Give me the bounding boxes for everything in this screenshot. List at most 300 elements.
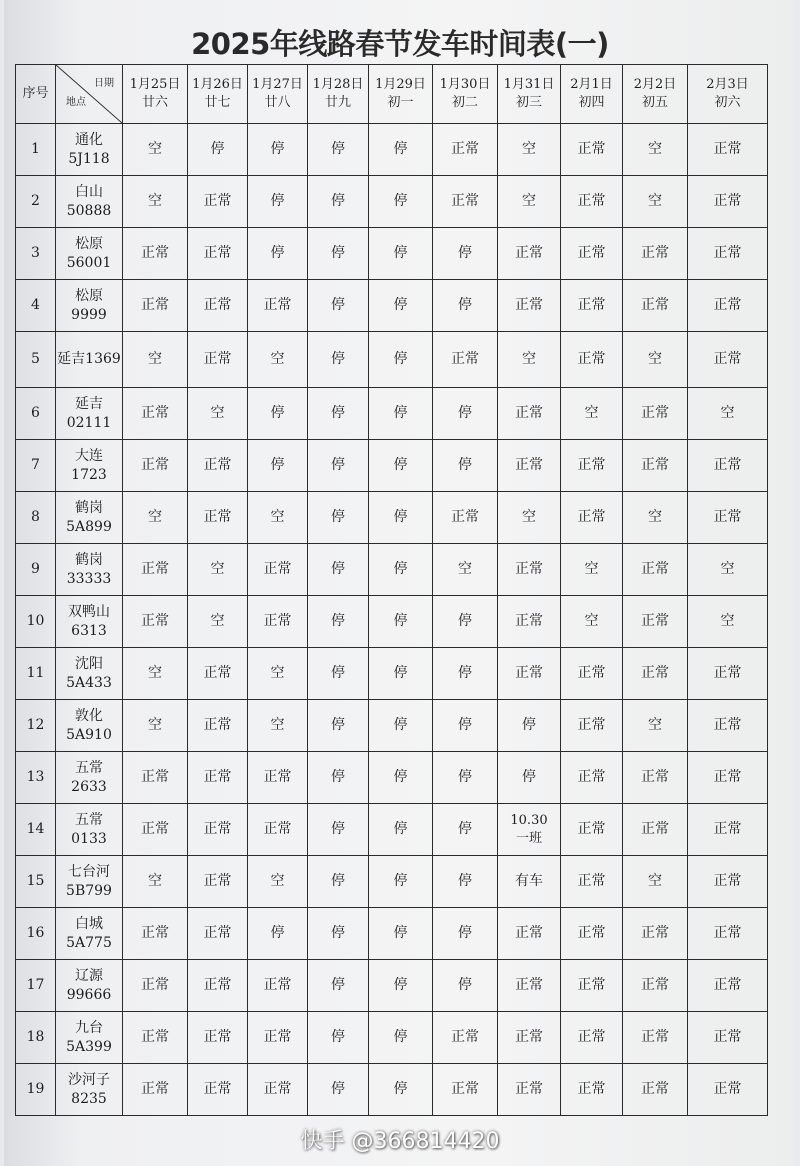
status-text: 停 <box>393 977 408 994</box>
route-code: 6313 <box>71 622 107 639</box>
status-text: 正常 <box>203 873 232 890</box>
status-cell <box>369 804 433 856</box>
status-cell <box>623 804 688 856</box>
row-index: 19 <box>16 1064 56 1116</box>
status-cell <box>308 332 369 388</box>
status-cell <box>688 960 768 1012</box>
route-code: 5A910 <box>66 726 112 743</box>
status-text: 空 <box>648 193 662 210</box>
status-text: 停 <box>331 561 345 578</box>
status-text: 空 <box>648 141 662 158</box>
lunar-date-text: 廿七 <box>204 95 231 110</box>
status-text: 停 <box>331 925 345 942</box>
status-cell <box>623 388 688 440</box>
status-text: 停 <box>458 769 472 786</box>
status-text: 正常 <box>203 717 232 734</box>
status-text: 空 <box>270 873 285 890</box>
status-text: 正常 <box>577 665 606 682</box>
status-cell <box>123 388 188 440</box>
status-cell <box>433 124 498 176</box>
date-text: 1月30日 <box>439 77 491 93</box>
status-cell <box>188 1012 248 1064</box>
date-header <box>308 65 369 124</box>
status-text: 停 <box>331 141 345 158</box>
status-cell <box>623 700 688 752</box>
route-cell <box>56 280 123 332</box>
date-text: 2月2日 <box>633 77 677 93</box>
status-text: 停 <box>458 297 472 314</box>
status-text: 正常 <box>451 509 479 526</box>
status-text: 停 <box>393 665 408 682</box>
status-text: 停 <box>458 977 472 994</box>
status-cell <box>498 280 561 332</box>
route-place: 鹤岗 <box>75 551 103 568</box>
route-code: 99666 <box>66 986 112 1003</box>
status-cell <box>561 856 623 908</box>
row-index: 4 <box>16 280 56 332</box>
status-cell <box>188 544 248 596</box>
status-text: 正常 <box>577 821 606 838</box>
status-cell <box>188 856 248 908</box>
table-row <box>16 228 768 280</box>
status-cell <box>248 176 308 228</box>
status-text: 停 <box>458 245 472 262</box>
status-cell <box>248 960 308 1012</box>
status-cell <box>369 700 433 752</box>
date-text: 1月28日 <box>312 77 364 93</box>
status-cell <box>308 544 369 596</box>
row-index: 12 <box>16 700 56 752</box>
status-cell <box>188 804 248 856</box>
status-text: 正常 <box>515 457 543 474</box>
status-cell <box>561 700 623 752</box>
status-text: 正常 <box>641 245 669 262</box>
route-cell <box>56 332 123 388</box>
status-cell <box>369 176 433 228</box>
route-place: 双鸭山 <box>68 603 110 620</box>
status-cell <box>433 176 498 228</box>
status-cell <box>248 856 308 908</box>
route-cell <box>56 700 123 752</box>
status-text: 停 <box>331 245 345 262</box>
status-cell <box>433 388 498 440</box>
status-cell <box>561 960 623 1012</box>
status-text: 正常 <box>203 769 232 786</box>
status-text: 停 <box>393 717 408 734</box>
row-index: 10 <box>16 596 56 648</box>
status-cell <box>623 332 688 388</box>
status-cell <box>369 388 433 440</box>
date-header <box>369 65 433 124</box>
status-text: 空 <box>148 193 162 210</box>
status-cell <box>623 124 688 176</box>
status-cell <box>248 1064 308 1116</box>
status-cell <box>688 388 768 440</box>
lunar-date-text: 初六 <box>714 95 741 110</box>
status-text: 正常 <box>713 1029 742 1046</box>
status-text: 正常 <box>713 717 742 734</box>
status-cell <box>188 176 248 228</box>
status-text: 停 <box>393 1081 408 1098</box>
status-cell <box>561 440 623 492</box>
status-text: 停 <box>393 821 408 838</box>
status-text: 正常 <box>203 665 232 682</box>
status-cell <box>561 388 623 440</box>
route-cell <box>56 1012 123 1064</box>
status-cell <box>433 440 498 492</box>
status-cell <box>308 228 369 280</box>
table-row <box>16 752 768 804</box>
row-index: 9 <box>16 544 56 596</box>
status-text: 停 <box>458 821 472 838</box>
route-cell <box>56 388 123 440</box>
status-text: 正常 <box>713 141 742 158</box>
status-text: 正常 <box>641 613 669 630</box>
route-place: 延吉 <box>75 395 103 412</box>
status-cell <box>688 124 768 176</box>
status-text: 正常 <box>141 925 169 942</box>
route-cell <box>56 648 123 700</box>
status-cell <box>308 960 369 1012</box>
status-cell <box>498 1012 561 1064</box>
table-row <box>16 1012 768 1064</box>
status-cell <box>498 228 561 280</box>
status-cell <box>433 544 498 596</box>
status-cell <box>188 752 248 804</box>
status-cell <box>123 1012 188 1064</box>
status-cell <box>688 596 768 648</box>
status-cell <box>498 176 561 228</box>
status-cell <box>561 1064 623 1116</box>
table-row <box>16 492 768 544</box>
status-text: 停 <box>331 193 345 210</box>
status-cell <box>123 908 188 960</box>
route-place: 五常 <box>75 811 103 828</box>
status-cell <box>248 280 308 332</box>
status-cell <box>188 280 248 332</box>
status-text: 正常 <box>141 1029 169 1046</box>
status-text: 空 <box>148 351 162 368</box>
status-text: 空 <box>720 561 735 578</box>
table-row <box>16 440 768 492</box>
status-cell <box>498 440 561 492</box>
route-code: 0133 <box>71 830 107 847</box>
status-cell <box>123 804 188 856</box>
date-text: 2月1日 <box>570 77 613 93</box>
status-text: 空 <box>270 351 285 368</box>
status-text: 停 <box>458 405 472 422</box>
status-cell <box>369 908 433 960</box>
status-cell <box>369 960 433 1012</box>
status-text: 正常 <box>141 561 169 578</box>
status-text: 正常 <box>577 509 606 526</box>
status-text: 正常 <box>141 613 169 630</box>
route-cell <box>56 752 123 804</box>
route-cell <box>56 596 123 648</box>
status-cell <box>561 228 623 280</box>
table-row <box>16 544 768 596</box>
date-label: 日期 <box>94 78 114 89</box>
route-cell <box>56 176 123 228</box>
status-text: 正常 <box>141 1081 169 1098</box>
status-cell <box>433 332 498 388</box>
status-text: 正常 <box>141 977 169 994</box>
row-index: 6 <box>16 388 56 440</box>
status-cell <box>623 960 688 1012</box>
status-cell <box>498 544 561 596</box>
status-text: 正常 <box>713 873 742 890</box>
status-text: 停 <box>522 769 536 786</box>
status-cell <box>123 1064 188 1116</box>
route-cell <box>56 228 123 280</box>
status-text: 停 <box>458 717 472 734</box>
status-cell <box>123 544 188 596</box>
status-text: 正常 <box>713 509 742 526</box>
date-header <box>248 65 308 124</box>
status-cell <box>498 856 561 908</box>
status-cell <box>498 492 561 544</box>
status-cell <box>498 908 561 960</box>
status-text: 空 <box>648 351 662 368</box>
status-cell <box>369 856 433 908</box>
status-cell <box>688 856 768 908</box>
status-text: 停 <box>393 457 408 474</box>
status-text: 空 <box>720 405 735 422</box>
status-text: 正常 <box>577 769 606 786</box>
route-cell <box>56 1064 123 1116</box>
header-row <box>16 65 768 124</box>
status-cell <box>561 648 623 700</box>
route-place: 通化 <box>75 131 103 148</box>
status-text: 停 <box>393 405 408 422</box>
status-text: 正常 <box>203 457 232 474</box>
status-cell <box>623 1064 688 1116</box>
route-place: 大连 <box>75 447 103 464</box>
status-cell <box>308 492 369 544</box>
status-cell <box>248 332 308 388</box>
status-cell <box>498 960 561 1012</box>
status-text: 停 <box>270 457 285 474</box>
status-cell <box>623 176 688 228</box>
status-cell <box>248 124 308 176</box>
status-text: 停 <box>458 613 472 630</box>
status-text: 正常 <box>451 193 479 210</box>
status-text: 正常 <box>713 1081 742 1098</box>
date-header <box>498 65 561 124</box>
status-text: 正常 <box>713 193 742 210</box>
lunar-date-text: 初三 <box>515 95 542 110</box>
status-cell <box>623 544 688 596</box>
date-text: 1月29日 <box>375 77 426 93</box>
route-cell <box>56 804 123 856</box>
status-text: 正常 <box>203 925 232 942</box>
table-row <box>16 280 768 332</box>
status-cell <box>623 856 688 908</box>
status-text: 正常 <box>263 821 292 838</box>
status-cell <box>433 700 498 752</box>
route-code: 56001 <box>66 254 112 271</box>
status-cell <box>188 388 248 440</box>
status-text: 正常 <box>577 141 606 158</box>
status-cell <box>498 804 561 856</box>
route-code: 2633 <box>71 778 107 795</box>
lunar-date-text: 廿六 <box>141 95 168 110</box>
route-code: 5B799 <box>66 882 112 899</box>
status-cell <box>433 1012 498 1064</box>
row-index: 5 <box>16 332 56 388</box>
status-text: 正常 <box>641 297 669 314</box>
status-cell <box>688 176 768 228</box>
place-label: 地点 <box>66 96 86 108</box>
status-text: 停 <box>331 457 345 474</box>
route-place: 九台 <box>75 1019 103 1036</box>
route-place: 七台河 <box>68 863 110 880</box>
date-text: 1月27日 <box>252 77 303 93</box>
date-header <box>123 65 188 124</box>
row-index: 14 <box>16 804 56 856</box>
status-text: 正常 <box>263 561 292 578</box>
date-text: 2月3日 <box>706 77 749 93</box>
status-cell <box>188 648 248 700</box>
status-text: 正常 <box>713 769 742 786</box>
status-cell <box>688 908 768 960</box>
status-cell <box>123 124 188 176</box>
place-date-header <box>56 65 123 124</box>
status-cell <box>498 388 561 440</box>
status-cell <box>433 280 498 332</box>
status-text: 正常 <box>577 977 606 994</box>
status-text: 正常 <box>641 977 669 994</box>
status-cell <box>688 492 768 544</box>
status-cell <box>433 492 498 544</box>
status-cell <box>188 492 248 544</box>
status-cell <box>123 960 188 1012</box>
status-cell <box>123 752 188 804</box>
table-row <box>16 388 768 440</box>
status-cell <box>498 596 561 648</box>
status-text: 停 <box>522 717 536 734</box>
route-code: 33333 <box>66 570 112 587</box>
route-place: 松原 <box>75 235 103 252</box>
route-place: 沙河子 <box>68 1071 110 1088</box>
status-cell <box>248 544 308 596</box>
status-cell <box>188 1064 248 1116</box>
table-row <box>16 1064 768 1116</box>
status-cell <box>369 1012 433 1064</box>
status-cell <box>308 1012 369 1064</box>
status-cell <box>498 700 561 752</box>
route-cell <box>56 492 123 544</box>
status-text: 正常 <box>515 1081 543 1098</box>
status-cell <box>369 1064 433 1116</box>
status-text: 正常 <box>263 769 292 786</box>
status-text: 空 <box>270 509 285 526</box>
status-text: 停 <box>331 717 345 734</box>
status-cell <box>688 332 768 388</box>
table-row <box>16 176 768 228</box>
status-text: 停 <box>393 297 408 314</box>
date-text: 1月26日 <box>192 77 243 93</box>
status-cell <box>433 1064 498 1116</box>
row-index: 8 <box>16 492 56 544</box>
table-row <box>16 596 768 648</box>
status-text: 正常 <box>203 821 232 838</box>
status-text: 正常 <box>641 405 669 422</box>
status-text: 正常 <box>713 977 742 994</box>
status-cell <box>561 124 623 176</box>
status-cell <box>188 908 248 960</box>
status-cell <box>188 960 248 1012</box>
status-cell <box>561 280 623 332</box>
status-text: 停 <box>331 821 345 838</box>
status-cell <box>561 908 623 960</box>
route-place: 敦化 <box>75 707 103 724</box>
route-place: 延吉1369 <box>57 351 121 368</box>
status-cell <box>123 280 188 332</box>
status-cell <box>188 228 248 280</box>
status-cell <box>308 908 369 960</box>
status-cell <box>688 1012 768 1064</box>
status-text: 停 <box>270 141 285 158</box>
row-index: 3 <box>16 228 56 280</box>
status-cell <box>123 856 188 908</box>
status-text: 停 <box>393 873 408 890</box>
status-text: 10.30 一班 <box>510 812 548 846</box>
status-cell <box>688 280 768 332</box>
status-text: 正常 <box>515 925 543 942</box>
status-cell <box>248 228 308 280</box>
status-text: 停 <box>331 769 345 786</box>
status-cell <box>369 752 433 804</box>
status-text: 正常 <box>515 561 543 578</box>
route-place: 松原 <box>75 287 103 304</box>
status-cell <box>498 752 561 804</box>
status-cell <box>623 752 688 804</box>
status-text: 空 <box>522 509 536 526</box>
status-text: 正常 <box>203 1029 232 1046</box>
status-cell <box>123 176 188 228</box>
status-text: 空 <box>648 873 662 890</box>
status-text: 停 <box>393 561 408 578</box>
status-text: 停 <box>458 925 472 942</box>
status-text: 停 <box>270 405 285 422</box>
status-cell <box>248 1012 308 1064</box>
status-text: 正常 <box>451 141 479 158</box>
status-cell <box>248 596 308 648</box>
status-text: 正常 <box>515 405 543 422</box>
status-text: 正常 <box>641 821 669 838</box>
status-cell <box>248 908 308 960</box>
route-code: 50888 <box>66 202 112 219</box>
status-cell <box>369 280 433 332</box>
row-index: 1 <box>16 124 56 176</box>
status-text: 空 <box>522 351 536 368</box>
status-text: 停 <box>331 613 345 630</box>
status-text: 正常 <box>577 193 606 210</box>
status-text: 正常 <box>451 1029 479 1046</box>
status-cell <box>688 648 768 700</box>
status-text: 正常 <box>203 351 232 368</box>
status-cell <box>248 492 308 544</box>
status-cell <box>369 596 433 648</box>
status-text: 空 <box>522 193 536 210</box>
status-cell <box>688 544 768 596</box>
status-text: 停 <box>210 141 225 158</box>
status-text: 停 <box>331 977 345 994</box>
status-cell <box>123 492 188 544</box>
lunar-date-text: 廿九 <box>324 95 351 110</box>
route-code: 5A399 <box>66 1038 112 1055</box>
